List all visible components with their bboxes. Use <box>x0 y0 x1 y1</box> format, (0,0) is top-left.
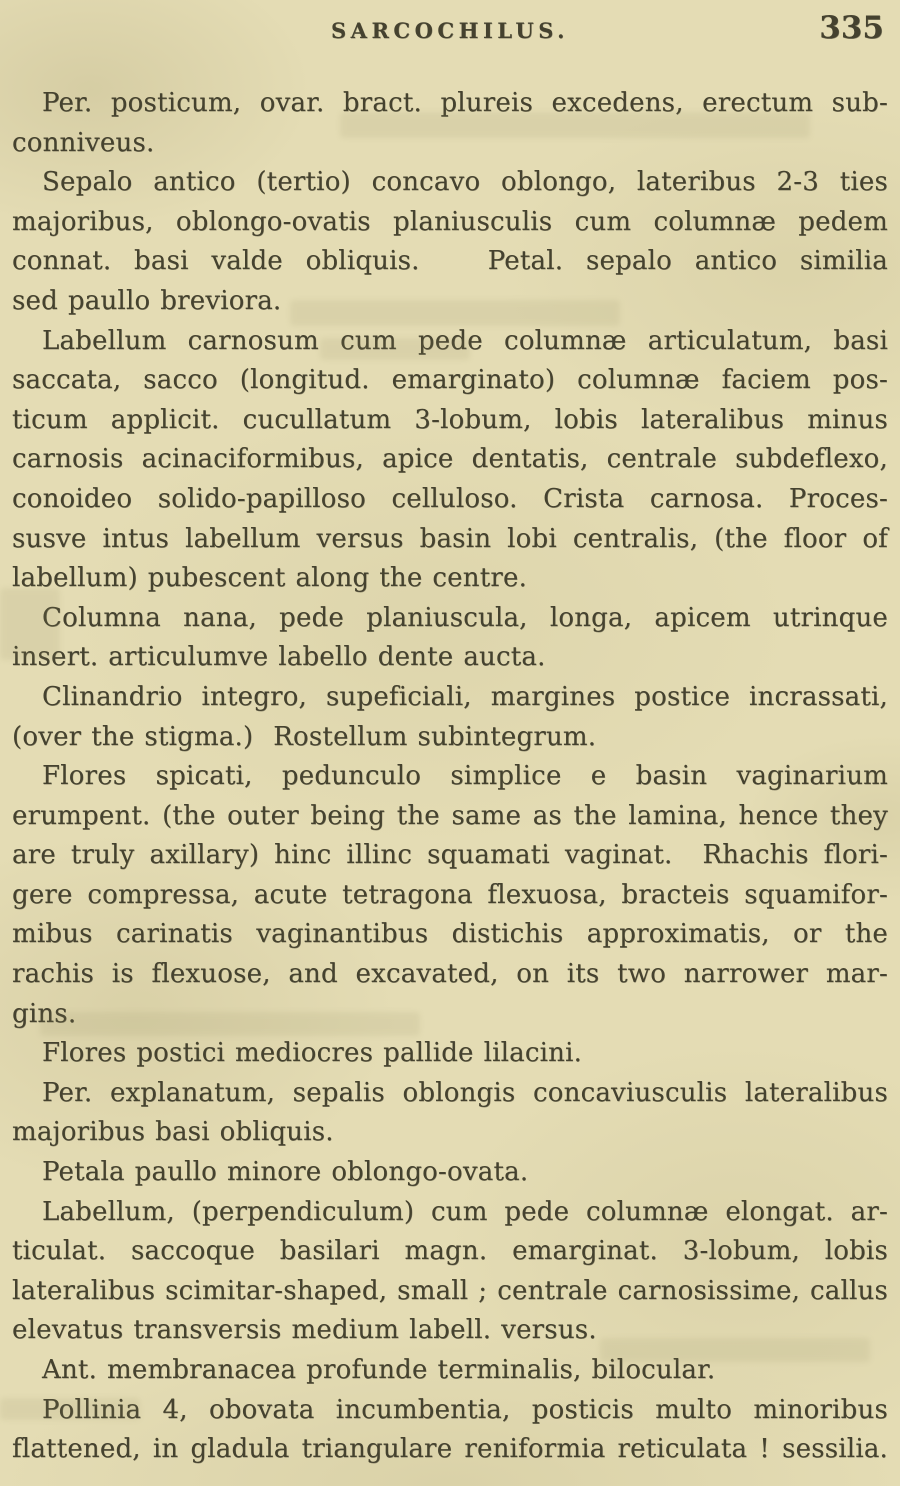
text-line: Columna nana, pede planiuscula, longa, apicem utrinque <box>42 602 888 633</box>
text-line: Labellum, (perpendiculum) cum pede columnæ elongat. ar- <box>42 1196 888 1227</box>
text-line: Clinandrio integro, supeficiali, margines postice incrassati, <box>42 681 888 712</box>
text-line: ticum applicit. cucullatum 3-lobum, lobis lateralibus minus <box>12 404 888 435</box>
paragraph <box>12 1074 888 1153</box>
text-line: conniveus. <box>12 127 155 158</box>
text-line: susve intus labellum versus basin lobi centralis, (the floor of <box>12 523 888 554</box>
text-line: lateralibus scimitar-shaped, small ; centrale carnosissime, callus <box>12 1275 888 1306</box>
text-line: gins. <box>12 998 77 1029</box>
paragraph <box>12 599 888 678</box>
paragraph <box>12 1193 888 1351</box>
text-line: Per. explanatum, sepalis oblongis concaviusculis lateralibus <box>42 1077 888 1108</box>
text-line: Pollinia 4, obovata incumbentia, posticis multo minoribus <box>42 1394 888 1425</box>
text-line: labellum) pubescent along the centre. <box>12 563 528 594</box>
text-line: Ant. membranacea profunde terminalis, bilocular. <box>42 1355 716 1385</box>
text-line: Per. posticum, ovar. bract. plureis excedens, erectum sub- <box>42 88 888 118</box>
text-line: sed paullo breviora. <box>12 285 282 316</box>
paragraph <box>12 678 888 757</box>
text-line: (over the stigma.) Rostellum subintegrum. <box>12 721 597 752</box>
paragraph <box>12 163 888 321</box>
text-line: Labellum carnosum cum pede columnæ articulatum, basi <box>42 325 888 356</box>
text-line: erumpent. (the outer being the same as the lamina, hence they <box>12 800 888 831</box>
running-head: SARCOCHILUS. <box>331 18 569 43</box>
text-line: carnosis acinaciformibus, apice dentatis, centrale subdeflexo, <box>12 444 888 475</box>
text-line: elevatus transversis medium labell. versus. <box>12 1315 597 1346</box>
text-line: Flores spicati, pedunculo simplice e basin vaginarium <box>42 761 888 792</box>
text-line: majoribus basi obliquis. <box>12 1117 334 1148</box>
text-line: are truly axillary) hinc illinc squamati vaginat. Rhachis flori- <box>12 840 888 871</box>
text-line: majoribus, oblongo-ovatis planiusculis cum columnæ pedem <box>12 206 888 237</box>
text-line: gere compressa, acute tetragona flexuosa, bracteis squamifor- <box>12 879 888 910</box>
text-line: connat. basi valde obliquis. Petal. sepalo antico similia <box>12 246 888 277</box>
text-line: Flores postici mediocres pallide lilacini. <box>42 1038 583 1069</box>
paragraph <box>12 1034 888 1074</box>
paragraph <box>12 322 888 599</box>
text-line: saccata, sacco (longitud. emarginato) columnæ faciem pos- <box>12 365 888 396</box>
paragraph <box>12 1153 888 1193</box>
text-line: Sepalo antico (tertio) concavo oblongo, lateribus 2-3 ties <box>42 167 888 198</box>
page-number: 335 <box>819 10 884 46</box>
text-line: ticulat. saccoque basilari magn. emarginat. 3-lobum, lobis <box>12 1236 888 1267</box>
text-line: mibus carinatis vaginantibus distichis approximatis, or the <box>12 919 888 950</box>
text-line: flattened, in gladula triangulare reniformia reticulata ! sessilia. <box>12 1434 888 1465</box>
paragraph <box>12 1351 888 1391</box>
text-line: rachis is flexuose, and excavated, on its two narrower mar- <box>12 959 888 990</box>
paragraph <box>12 84 888 163</box>
text-line: Petala paullo minore oblongo-ovata. <box>42 1157 529 1188</box>
paragraph <box>12 757 888 1034</box>
paragraph <box>12 1391 888 1470</box>
text-block <box>12 84 888 1470</box>
text-line: insert. articulumve labello dente aucta. <box>12 642 546 673</box>
text-line: conoideo solido-papilloso celluloso. Crista carnosa. Proces- <box>12 483 888 514</box>
